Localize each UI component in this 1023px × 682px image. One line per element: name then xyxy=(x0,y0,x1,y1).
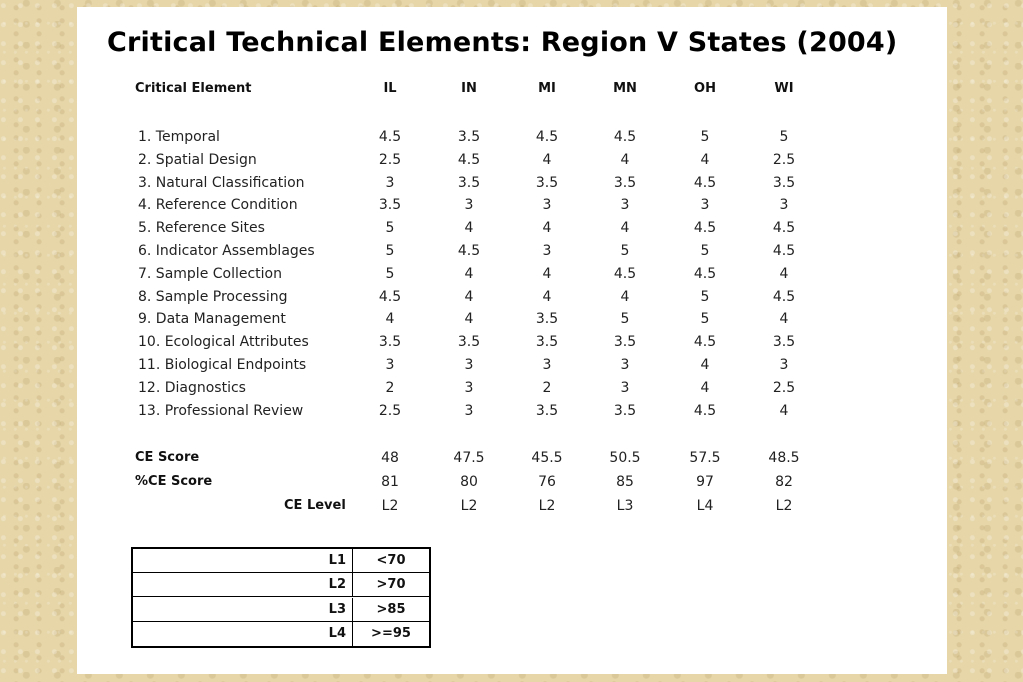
row-label: 4. Reference Condition xyxy=(138,197,298,214)
row-value: 4 xyxy=(542,265,552,282)
row-value: 3.5 xyxy=(378,197,402,214)
row-value: 5 xyxy=(385,265,395,282)
summary-value: 85 xyxy=(616,474,634,490)
row-value: 3.5 xyxy=(535,402,559,419)
legend-level: L3 xyxy=(133,598,353,622)
row-value: 3.5 xyxy=(535,174,559,191)
column-header-wi: WI xyxy=(774,81,794,96)
summary-value: 97 xyxy=(696,474,714,490)
summary-label--ce-score: %CE Score xyxy=(135,474,213,489)
row-value: 4 xyxy=(464,220,474,237)
row-value: 3.5 xyxy=(772,334,796,351)
row-value: 5 xyxy=(700,129,710,145)
row-value: 5 xyxy=(385,243,395,259)
row-label: 9. Data Management xyxy=(138,311,286,328)
legend-row xyxy=(133,622,429,646)
row-value: 3 xyxy=(779,357,789,373)
summary-value: 50.5 xyxy=(609,450,641,466)
legend-threshold: >=95 xyxy=(371,625,411,641)
row-label: 3. Natural Classification xyxy=(138,174,305,191)
row-value: 4.5 xyxy=(457,151,481,168)
row-value: 4.5 xyxy=(613,265,637,282)
row-value: 2.5 xyxy=(772,151,796,168)
legend-level: L2 xyxy=(133,573,353,597)
row-value: 3 xyxy=(542,357,552,373)
row-value: 4 xyxy=(542,288,552,305)
row-value: 2 xyxy=(385,379,395,396)
summary-value: 47.5 xyxy=(453,450,485,466)
row-value: 5 xyxy=(700,311,710,328)
row-value: 5 xyxy=(779,129,789,145)
row-value: 3.5 xyxy=(457,334,481,351)
row-value: 5 xyxy=(620,243,630,259)
row-label: 5. Reference Sites xyxy=(138,220,265,237)
row-value: 4 xyxy=(700,379,710,396)
row-value: 2.5 xyxy=(378,402,402,419)
row-value: 3 xyxy=(620,197,630,214)
level-legend-table xyxy=(131,547,431,648)
row-value: 4 xyxy=(779,265,789,282)
summary-label-ce-level: CE Level xyxy=(284,498,346,513)
row-value: 2 xyxy=(542,379,552,396)
column-header-mi: MI xyxy=(538,81,556,96)
summary-value: L3 xyxy=(616,498,634,514)
row-value: 4.5 xyxy=(613,129,637,145)
row-value: 4.5 xyxy=(693,220,717,237)
summary-value: 80 xyxy=(460,474,478,490)
row-value: 4 xyxy=(620,288,630,305)
row-label: 2. Spatial Design xyxy=(138,151,257,168)
summary-value: L4 xyxy=(696,498,714,514)
row-label: 1. Temporal xyxy=(138,129,220,145)
row-value: 5 xyxy=(385,220,395,237)
row-value: 3.5 xyxy=(613,174,637,191)
row-value: 4 xyxy=(542,220,552,237)
column-header-critical-element: Critical Element xyxy=(135,81,252,96)
row-value: 4 xyxy=(464,288,474,305)
summary-value: 57.5 xyxy=(689,450,721,466)
row-value: 4 xyxy=(464,265,474,282)
row-value: 3.5 xyxy=(535,334,559,351)
summary-value: L2 xyxy=(381,498,399,514)
row-value: 3 xyxy=(620,379,630,396)
legend-row xyxy=(133,573,429,597)
row-value: 3.5 xyxy=(613,402,637,419)
row-value: 3 xyxy=(542,243,552,259)
row-value: 3.5 xyxy=(772,174,796,191)
row-label: 12. Diagnostics xyxy=(138,379,246,396)
row-value: 5 xyxy=(700,288,710,305)
summary-value: L2 xyxy=(460,498,478,514)
legend-level: L4 xyxy=(133,622,353,646)
row-value: 5 xyxy=(700,243,710,259)
row-value: 3 xyxy=(385,357,395,373)
row-value: 4.5 xyxy=(378,288,402,305)
row-value: 4 xyxy=(779,402,789,419)
summary-label-ce-score: CE Score xyxy=(135,450,200,465)
summary-value: 82 xyxy=(775,474,793,490)
row-value: 4.5 xyxy=(693,334,717,351)
row-value: 4 xyxy=(700,151,710,168)
row-value: 3.5 xyxy=(457,174,481,191)
row-value: 2.5 xyxy=(772,379,796,396)
slide xyxy=(77,7,947,674)
row-label: 8. Sample Processing xyxy=(138,288,288,305)
row-value: 3 xyxy=(779,197,789,214)
row-value: 4.5 xyxy=(772,220,796,237)
row-value: 3.5 xyxy=(378,334,402,351)
row-value: 4.5 xyxy=(535,129,559,145)
row-value: 4.5 xyxy=(772,288,796,305)
legend-row xyxy=(133,598,429,622)
legend-row xyxy=(133,549,429,573)
column-header-mn: MN xyxy=(613,81,637,96)
row-label: 7. Sample Collection xyxy=(138,265,282,282)
row-value: 3 xyxy=(542,197,552,214)
legend-threshold: >70 xyxy=(376,577,406,593)
summary-value: 48.5 xyxy=(768,450,800,466)
row-label: 10. Ecological Attributes xyxy=(138,334,309,351)
row-value: 4 xyxy=(464,311,474,328)
row-label: 11. Biological Endpoints xyxy=(138,357,307,373)
legend-threshold: <70 xyxy=(376,553,406,568)
row-value: 5 xyxy=(620,311,630,328)
row-value: 3 xyxy=(464,357,474,373)
row-value: 3 xyxy=(385,174,395,191)
row-value: 4 xyxy=(779,311,789,328)
column-header-oh: OH xyxy=(694,81,716,96)
summary-value: 48 xyxy=(381,450,399,466)
row-value: 3.5 xyxy=(457,129,481,145)
row-label: 6. Indicator Assemblages xyxy=(138,243,315,259)
summary-value: L2 xyxy=(775,498,793,514)
row-value: 4.5 xyxy=(693,265,717,282)
row-label: 13. Professional Review xyxy=(138,402,304,419)
legend-level: L1 xyxy=(133,549,353,573)
row-value: 4 xyxy=(385,311,395,328)
row-value: 3 xyxy=(700,197,710,214)
row-value: 4 xyxy=(620,151,630,168)
row-value: 3 xyxy=(464,379,474,396)
row-value: 4 xyxy=(700,357,710,373)
column-header-il: IL xyxy=(383,81,397,96)
row-value: 4.5 xyxy=(772,243,796,259)
row-value: 4 xyxy=(620,220,630,237)
slide-title: Critical Technical Elements: Region V States (2004) xyxy=(107,27,898,58)
row-value: 4.5 xyxy=(457,243,481,259)
summary-value: 81 xyxy=(381,474,399,490)
row-value: 3.5 xyxy=(613,334,637,351)
row-value: 3.5 xyxy=(535,311,559,328)
summary-value: L2 xyxy=(538,498,556,514)
row-value: 3 xyxy=(464,197,474,214)
legend-threshold: >85 xyxy=(376,601,406,617)
row-value: 4.5 xyxy=(693,402,717,419)
summary-value: 45.5 xyxy=(531,450,563,466)
row-value: 4.5 xyxy=(693,174,717,191)
row-value: 3 xyxy=(464,402,474,419)
row-value: 4 xyxy=(542,151,552,168)
column-header-in: IN xyxy=(461,81,477,96)
row-value: 3 xyxy=(620,357,630,373)
row-value: 4.5 xyxy=(378,129,402,145)
summary-value: 76 xyxy=(538,474,556,490)
row-value: 2.5 xyxy=(378,151,402,168)
